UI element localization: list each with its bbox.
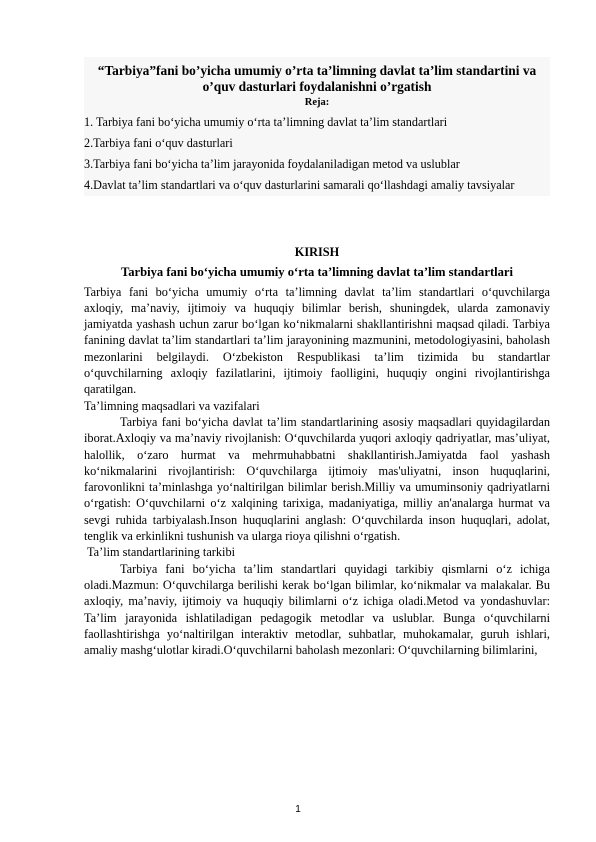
plan-item: 3.Tarbiya fani bo‘yicha ta’lim jarayonida foydalaniladigan metod va uslublar xyxy=(84,157,460,171)
paragraph: Tarbiya fani bo‘yicha umumiy o‘rta ta’limning davlat ta’lim standartlari o‘quvchilarga axloqiy, ma’naviy, ijtimoiy va huquqiy bilimlar berish, shuningdek, ularda zamonaviy jamiyatda yashash uchun zarur bo‘lgan ko‘nikmalarni shakllantirishni maqsad qiladi. Tarbiya fanining davlat ta’lim standartlari ta’lim jarayonining mazmunini, metodologiyasini, baholash mezonlarini belgilaydi. O‘zbekiston Respublikasi ta’lim tizimida bu standartlar o‘quvchilarning axloqiy fazilatlarini, ijtimoiy faolligini, huquqiy ongini rivojlantirishga qaratilgan. xyxy=(84,284,550,397)
document-body xyxy=(84,244,550,658)
paragraph: Tarbiya fani bo‘yicha ta’lim standartlari quyidagi tarkibiy qismlarni o‘z ichiga oladi.Mazmun: O‘quvchilarga berilishi kerak bo‘lgan bilimlar, ko‘nikmalar va malakalar. Bu axloqiy, ma’naviy, ijtimoiy va huquqiy bilimlarni o‘z ichiga oladi.Metod va yondashuvlar: Ta’lim jarayonida ishlatiladigan pedagogik metodlar va uslublar. Bunga o‘quvchilarni faollashtirishga yo‘naltirilgan interaktiv metodlar, suhbatlar, muhokamalar, guruh ishlari, amaliy mashg‘ulotlar kiradi.O‘quvchilarni baholash mezonlari: O‘quvchilarning bilimlarini, xyxy=(84,561,550,658)
plan-heading: Reja: xyxy=(304,97,330,108)
subheading: Ta’lim standartlarining tarkibi xyxy=(87,545,236,560)
section-subtitle: Tarbiya fani bo‘yicha umumiy o‘rta ta’limning davlat ta’lim standartlari xyxy=(120,265,514,280)
page-number: 1 xyxy=(295,804,301,815)
section-heading: KIRISH xyxy=(294,245,340,259)
subheading: Ta’limning maqsadlari va vazifalari xyxy=(84,398,260,413)
document-title: “Tarbiya”fani bo’yicha umumiy o’rta ta’limning davlat ta’lim standartini va o’quv dasturlari foydalanishni o’rgatish xyxy=(97,63,537,94)
plan-block xyxy=(84,57,550,196)
plan-item: 2.Tarbiya fani o‘quv dasturlari xyxy=(84,136,233,150)
paragraph: Tarbiya fani bo‘yicha davlat ta’lim standartlarining asosiy maqsadlari quyidagilardan iborat.Axloqiy va ma’naviy rivojlanish: O‘quvchilarda yuqori axloqiy qadriyatlar, mas’uliyat, halollik, o‘zaro hurmat va mehrmuhabbatni shakllantirish.Jamiyatda faol yashash ko‘nikmalarini rivojlantirish: O‘quvchilarga ijtimoiy mas'uliyatni, inson huquqlarini, farovonlikni ta’minlashga yo‘naltirilgan bilimlar berish.Milliy va umuminsoniy qadriyatlarni o‘rgatish: O‘quvchilarni o‘z xalqining tarixiga, madaniyatiga, milliy an'analarga hurmat va sevgi ruhida tarbiyalash.Inson huquqlarini anglash: O‘quvchilarda inson huquqlari, adolat, tenglik va erkinlikni tushunish va ularga rioya qilishni o‘rgatish. xyxy=(84,414,550,544)
plan-item: 1. Tarbiya fani bo‘yicha umumiy o‘rta ta’limning davlat ta’lim standartlari xyxy=(84,115,448,129)
plan-item: 4.Davlat ta’lim standartlari va o‘quv dasturlarini samarali qo‘llashdagi amaliy tavsiyalar xyxy=(84,178,515,192)
